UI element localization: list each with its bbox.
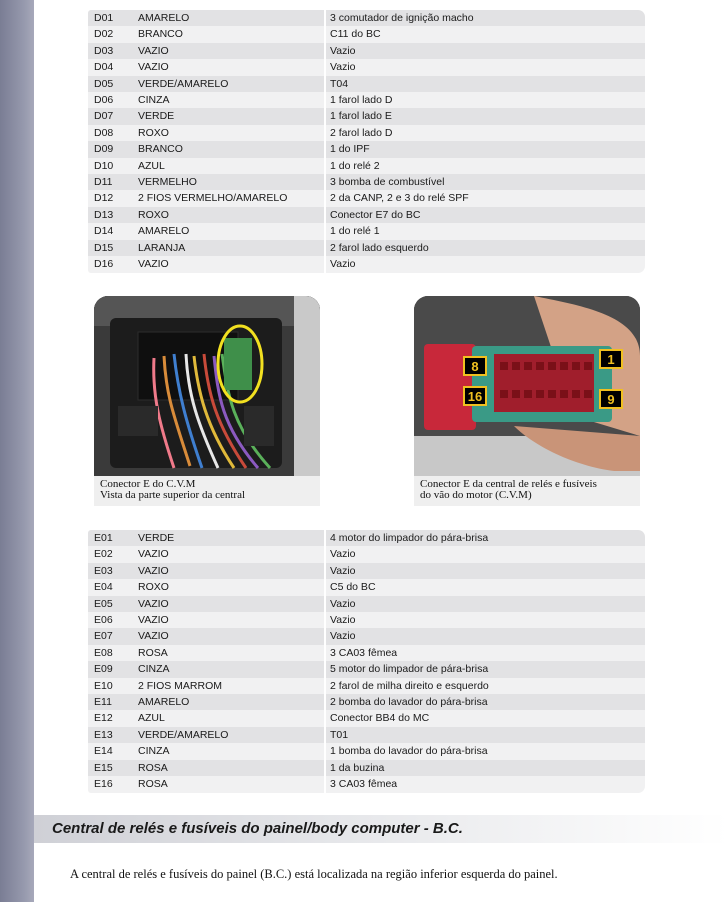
wire-color: ROSA xyxy=(134,776,325,792)
table-row xyxy=(88,190,645,206)
table-row xyxy=(88,678,645,694)
pin-description: 3 bomba de combustível xyxy=(325,174,645,190)
table-row xyxy=(88,579,645,595)
pin-code: E05 xyxy=(88,596,134,612)
pin-code: D07 xyxy=(88,108,134,124)
table-row xyxy=(88,43,645,59)
pin-description: 2 da CANP, 2 e 3 do relé SPF xyxy=(325,190,645,206)
table-row xyxy=(88,645,645,661)
pin-label-1: 1 xyxy=(607,352,615,367)
photo-connector-e-engine-bay xyxy=(414,296,640,476)
pin-description: 3 comutador de ignição macho xyxy=(325,10,645,26)
pin-description: Vazio xyxy=(325,43,645,59)
table-row xyxy=(88,10,645,26)
pin-code: D01 xyxy=(88,10,134,26)
pin-code: D11 xyxy=(88,174,134,190)
pin-label-8: 8 xyxy=(471,359,479,374)
pin-description: Vazio xyxy=(325,628,645,644)
table-row xyxy=(88,727,645,743)
pin-code: D08 xyxy=(88,125,134,141)
pin-code: E04 xyxy=(88,579,134,595)
wire-color: 2 FIOS MARROM xyxy=(134,678,325,694)
table-row xyxy=(88,563,645,579)
caption-left-line1: Conector E do C.V.M xyxy=(100,478,196,490)
wire-color: BRANCO xyxy=(134,141,325,157)
pin-code: D09 xyxy=(88,141,134,157)
pin-code: E06 xyxy=(88,612,134,628)
pin-description: 2 farol de milha direito e esquerdo xyxy=(325,678,645,694)
wire-color: VERDE xyxy=(134,108,325,124)
wire-color: CINZA xyxy=(134,661,325,677)
table-row xyxy=(88,207,645,223)
wire-color: AMARELO xyxy=(134,223,325,239)
table-row xyxy=(88,92,645,108)
pin-description: T04 xyxy=(325,76,645,92)
pin-code: E14 xyxy=(88,743,134,759)
pin-description: Conector BB4 do MC xyxy=(325,710,645,726)
pin-code: E10 xyxy=(88,678,134,694)
wire-color: 2 FIOS VERMELHO/AMARELO xyxy=(134,190,325,206)
wire-color: BRANCO xyxy=(134,26,325,42)
pin-description: 1 da buzina xyxy=(325,760,645,776)
wire-color: AZUL xyxy=(134,158,325,174)
pin-description: Vazio xyxy=(325,256,645,272)
pin-code: D16 xyxy=(88,256,134,272)
pin-description: Vazio xyxy=(325,596,645,612)
pin-description: Conector E7 do BC xyxy=(325,207,645,223)
pin-code: E09 xyxy=(88,661,134,677)
wire-color: LARANJA xyxy=(134,240,325,256)
table-row xyxy=(88,743,645,759)
wire-color: VAZIO xyxy=(134,596,325,612)
wire-color: VAZIO xyxy=(134,256,325,272)
caption-left-photo xyxy=(94,476,320,506)
wire-color: VAZIO xyxy=(134,43,325,59)
side-color-strip xyxy=(0,0,34,902)
wire-color: VERDE/AMARELO xyxy=(134,76,325,92)
connector-d-pin-table xyxy=(88,10,645,273)
wire-color: ROXO xyxy=(134,207,325,223)
table-row xyxy=(88,76,645,92)
pin-code: D12 xyxy=(88,190,134,206)
caption-right-line2: do vão do motor (C.V.M) xyxy=(420,489,532,501)
pin-code: E03 xyxy=(88,563,134,579)
table-row xyxy=(88,694,645,710)
pin-code: E01 xyxy=(88,530,134,546)
pin-code: D03 xyxy=(88,43,134,59)
pin-code: E07 xyxy=(88,628,134,644)
wire-color: VAZIO xyxy=(134,563,325,579)
table-row xyxy=(88,596,645,612)
pin-description: Vazio xyxy=(325,59,645,75)
table-row xyxy=(88,223,645,239)
table-row xyxy=(88,760,645,776)
table-row xyxy=(88,26,645,42)
table-row xyxy=(88,158,645,174)
wire-color: ROXO xyxy=(134,125,325,141)
wire-color: ROSA xyxy=(134,645,325,661)
pin-description: 3 CA03 fêmea xyxy=(325,776,645,792)
table-row xyxy=(88,141,645,157)
pin-description: Vazio xyxy=(325,563,645,579)
pin-description: Vazio xyxy=(325,546,645,562)
pin-code: E11 xyxy=(88,694,134,710)
table-row xyxy=(88,256,645,272)
photo-connector-e-top-view xyxy=(94,296,320,476)
pin-description: 1 do IPF xyxy=(325,141,645,157)
pin-code: E02 xyxy=(88,546,134,562)
pin-code: E08 xyxy=(88,645,134,661)
wire-color: VAZIO xyxy=(134,59,325,75)
section-heading: Central de relés e fusíveis do painel/body computer - B.C. xyxy=(34,815,728,843)
pin-description: 1 bomba do lavador do pára-brisa xyxy=(325,743,645,759)
pin-label-9: 9 xyxy=(607,392,615,407)
wire-color: ROXO xyxy=(134,579,325,595)
wire-color: AMARELO xyxy=(134,10,325,26)
pin-label-16: 16 xyxy=(467,389,483,404)
pin-description: C5 do BC xyxy=(325,579,645,595)
pin-code: D04 xyxy=(88,59,134,75)
caption-right-photo xyxy=(414,476,640,506)
pin-code: E12 xyxy=(88,710,134,726)
pin-description: 2 bomba do lavador do pára-brisa xyxy=(325,694,645,710)
wire-color: AMARELO xyxy=(134,694,325,710)
pin-description: 2 farol lado D xyxy=(325,125,645,141)
pin-code: D13 xyxy=(88,207,134,223)
pin-description: 1 farol lado E xyxy=(325,108,645,124)
wire-color: VERDE/AMARELO xyxy=(134,727,325,743)
caption-left-line2: Vista da parte superior da central xyxy=(100,489,246,501)
table-row xyxy=(88,59,645,75)
pin-code: D06 xyxy=(88,92,134,108)
pin-description: 1 do relé 2 xyxy=(325,158,645,174)
pin-code: D14 xyxy=(88,223,134,239)
table-row xyxy=(88,776,645,792)
section-paragraph: A central de relés e fusíveis do painel (B.C.) está localizada na região inferior esquerda do painel. xyxy=(70,867,558,881)
pin-description: T01 xyxy=(325,727,645,743)
pin-description: 3 CA03 fêmea xyxy=(325,645,645,661)
pin-description: 1 farol lado D xyxy=(325,92,645,108)
pin-code: E16 xyxy=(88,776,134,792)
table-row xyxy=(88,710,645,726)
wire-color: VAZIO xyxy=(134,546,325,562)
pin-description: 1 do relé 1 xyxy=(325,223,645,239)
pin-description: 2 farol lado esquerdo xyxy=(325,240,645,256)
caption-right-line1: Conector E da central de relés e fusíveis xyxy=(420,478,597,490)
table-row xyxy=(88,546,645,562)
table-row xyxy=(88,612,645,628)
pin-code: D02 xyxy=(88,26,134,42)
table-row xyxy=(88,108,645,124)
wire-color: VAZIO xyxy=(134,628,325,644)
table-row xyxy=(88,530,645,546)
pin-description: C11 do BC xyxy=(325,26,645,42)
pin-code: E15 xyxy=(88,760,134,776)
wire-color: ROSA xyxy=(134,760,325,776)
wire-color: AZUL xyxy=(134,710,325,726)
pin-code: D10 xyxy=(88,158,134,174)
wire-color: VERDE xyxy=(134,530,325,546)
pin-description: 5 motor do limpador de pára-brisa xyxy=(325,661,645,677)
table-row xyxy=(88,240,645,256)
fuse-box-photo-illustration xyxy=(94,296,320,476)
pin-description: Vazio xyxy=(325,612,645,628)
wire-color: VERMELHO xyxy=(134,174,325,190)
table-row xyxy=(88,628,645,644)
wire-color: CINZA xyxy=(134,92,325,108)
pin-code: E13 xyxy=(88,727,134,743)
connector-photo-illustration xyxy=(414,296,640,476)
table-row xyxy=(88,125,645,141)
pin-code: D15 xyxy=(88,240,134,256)
connector-e-pin-table xyxy=(88,530,645,793)
wire-color: VAZIO xyxy=(134,612,325,628)
pin-description: 4 motor do limpador do pára-brisa xyxy=(325,530,645,546)
wire-color: CINZA xyxy=(134,743,325,759)
pin-code: D05 xyxy=(88,76,134,92)
table-row xyxy=(88,174,645,190)
table-row xyxy=(88,661,645,677)
